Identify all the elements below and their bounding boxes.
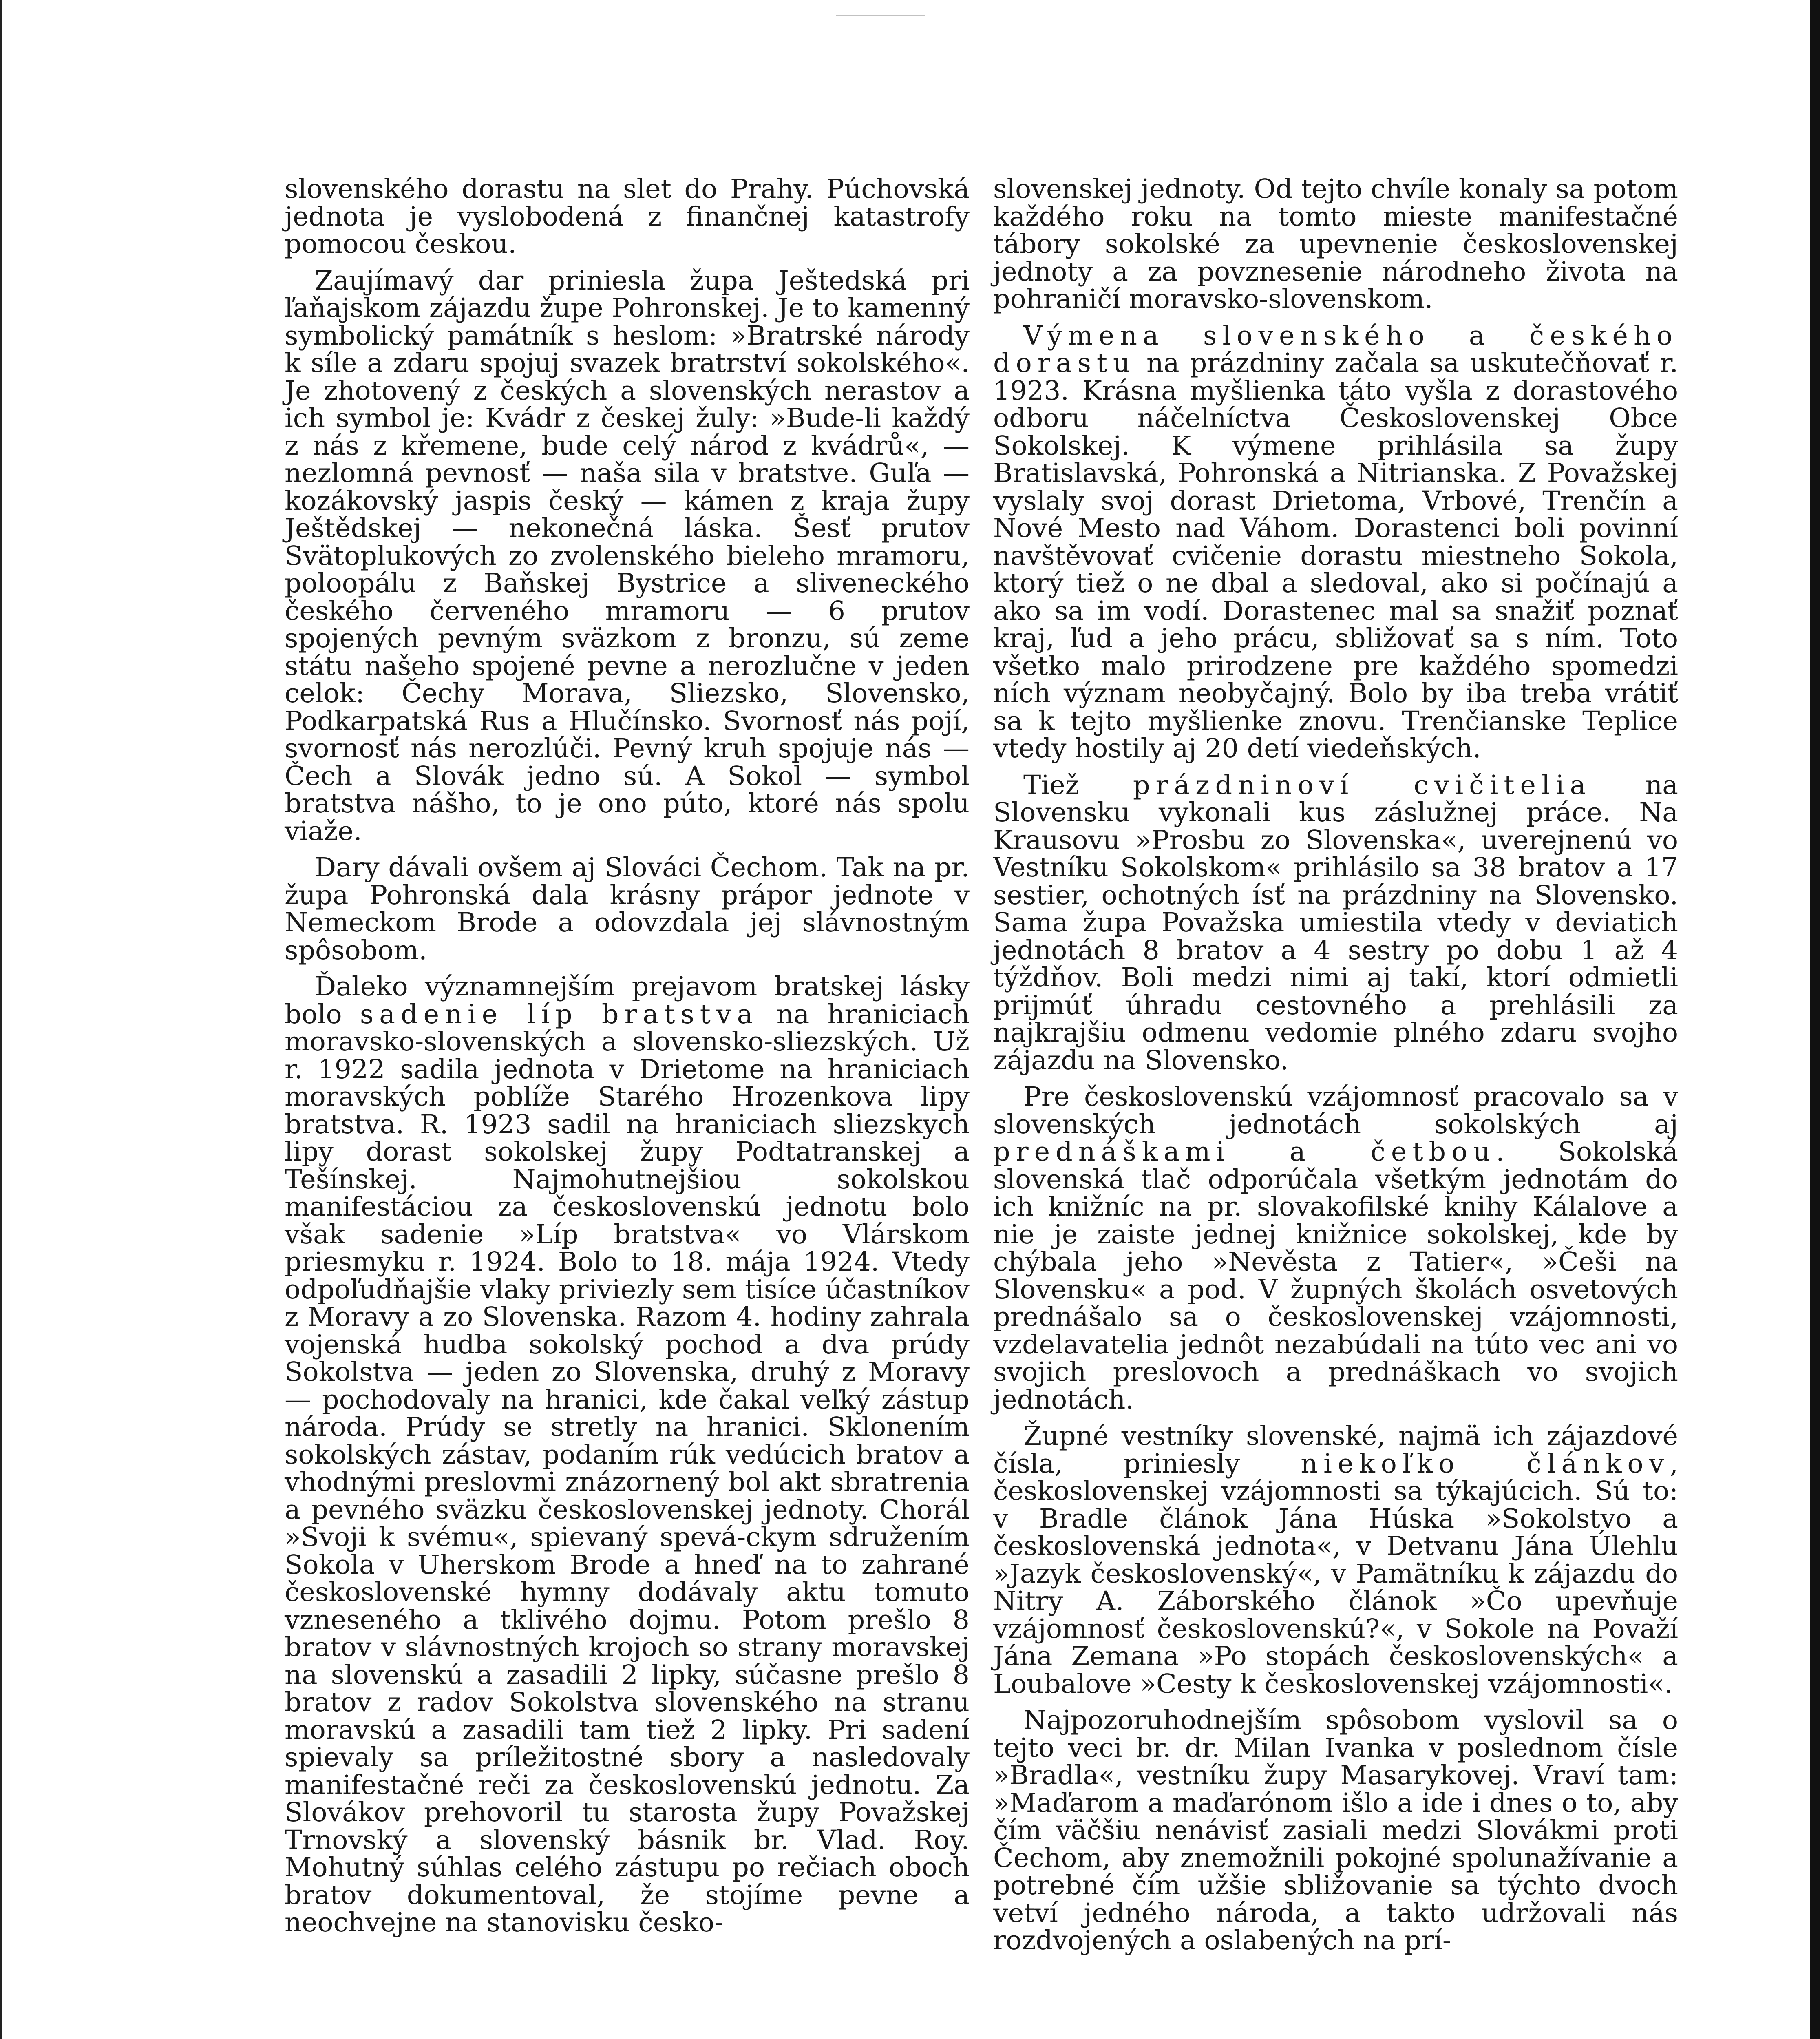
paragraph: [993, 1083, 1678, 1413]
paragraph-text: slovenskej jednoty. Od tejto chvíle konaly sa potom každého roku na tomto mieste manifestačné tábory sokolské za upevnenie československej jednoty a za povznesenie národneho života na pohraničí moravsko-slovenskom.: [993, 174, 1678, 314]
scan-edge-left: [0, 0, 2, 2039]
paragraph-text: Župné vestníky slovenské, najmä ich zájazdové čísla, priniesly: [993, 1421, 1678, 1479]
paragraph-text: Najpozoruhodnejším spôsobom vyslovil sa o tejto veci br. dr. Milan Ivanka v poslednom čísle »Bradla«, vestníku župy Masarykovej. Vraví tam: »Maďarom a maďarónom išlo a ide i dnes o to, aby čím väčšiu nenávisť zasiali medzi Slovákmi proti Čechom, aby znemožnili pokojné spolunažívanie a potrebné čím užšie sbližovanie sa týchto dvoch vetví jedného národa, a takto udržovali nás rozdvojených a oslabených na prí-: [993, 1705, 1678, 1956]
paragraph: [285, 854, 970, 964]
scan-artifact-mark: [836, 15, 925, 33]
text-column-right: [993, 175, 1678, 1964]
paragraph-text: na Slovensku vykonali kus záslužnej práce. Na Krausovu »Prosbu zo Slovenska«, uverejnenú vo Vestníku Sokolskom« prihlásilo sa 38 bratov a 17 sestier, ochotných ísť na prázdniny na Slovensko. Sama župa Považska umiestila vtedy v deviatich jednotách 8 bratov a 4 sestry po dobu 1 až 4 týždňov. Boli medzi nimi aj takí, ktorí odmietli prijmúť úhradu cestovného a prehlásili za najkrajšiu odmenu vedomie plného zdaru svojho zájazdu na Slovensko.: [993, 770, 1678, 1076]
paragraph: [993, 772, 1678, 1075]
paragraph-text: slovenského dorastu na slet do Prahy. Púchovská jednota je vyslobodená z finančnej katastrofy pomocou českou.: [285, 174, 970, 259]
paragraph: [993, 1422, 1678, 1698]
paragraph: [285, 175, 970, 258]
paragraph-text: na prázdniny začala sa uskutečňovať r. 1923. Krásna myšlienka táto vyšla z dorastového odboru náčelníctva Československej Obce Sokolskej. K výmene prihlásila sa župy Bratislavská, Pohronská a Nitrianska. Z Považskej vyslaly svoj dorast Drietoma, Vrbové, Trenčín a Nové Mesto nad Váhom. Dorastenci boli povinní navštěvovať cvičenie dorastu miestneho Sokola, ktorý tiež o ne dbal a sledoval, ako si počínajú a ako sa im vodí. Dorastenec mal sa snažiť poznať kraj, ľud a jeho prácu, sbližovať sa s ním. Toto všetko malo prirodzene pre každého spomedzi ních význam neobyčajný. Bolo by iba treba vrátiť sa k tejto myšlienke znovu. Trenčianske Teplice vtedy hostily aj 20 detí viedeňských.: [993, 348, 1678, 764]
spaced-emphasis: prázdninoví cvičitelia: [1133, 770, 1592, 801]
scan-edge-right: [1810, 0, 1820, 2039]
paragraph: [285, 973, 970, 1937]
paragraph-text: Pre československú vzájomnosť pracovalo sa v slovenských jednotách sokolských aj: [993, 1081, 1678, 1140]
paragraph: [993, 322, 1678, 763]
paragraph: [993, 175, 1678, 313]
paragraph-text: Tiež: [1023, 770, 1133, 801]
paragraph-text: Zaujímavý dar priniesla župa Ještedská pri ľaňajskom zájazdu župe Pohronskej. Je to kamenný symbolický památník s heslom: »Bratrské národy k síle a zdaru spojuj svazek bratrství sokolského«. Je zhotovený z českých a slovenských nerastov a ich symbol je: Kvádr z českej žuly: »Bude-li každý z nás z křemene, bude celý národ z kvádrů«, — nezlomná pevnosť — naša sila v bratstve. Guľa — kozákovský jaspis český — kámen z kraja župy Ještědskej — nekonečná láska. Šesť prutov Svätoplukových zo zvolenského bieleho mramoru, poloopálu z Baňskej Bystrice a sliveneckého českého červeného mramoru — 6 prutov spojených pevným sväzkom z bronzu, sú zeme státu našeho spojené pevne a nerozlučne v jeden celok: Čechy Morava, Sliezsko, Slovensko, Podkarpatská Rus a Hlučínsko. Svornosť nás pojí, svornosť nás nerozlúči. Pevný kruh spojuje nás — Čech a Slovák jedno sú. A Sokol — symbol bratstva nášho, to je ono púto, ktoré nás spolu viaže.: [285, 265, 970, 847]
spaced-emphasis: sadenie líp bratstva: [360, 999, 759, 1030]
paragraph: [285, 267, 970, 845]
paragraph-text: Ďaleko významnejším prejavom bratskej lásky bolo: [285, 971, 970, 1030]
paragraph-text: na hraniciach moravsko-slovenských a slovensko-sliezských. Už r. 1922 sadila jednota v Drietome na hraniciach moravských poblíže Starého Hrozenkova lipy bratstva. R. 1923 sadil na hraniciach sliezskych lipy dorast sokolskej župy Podtatranskej a Tešínskej. Najmohutnejšiou sokolskou manifestáciou za československú jednotu bolo však sadenie »Líp bratstva« vo Vlárskom priesmyku r. 1924. Bolo to 18. mája 1924. Vtedy odpoľudňajšie vlaky priviezly sem tisíce účastníkov z Moravy a zo Slovenska. Razom 4. hodiny zahrala vojenská hudba sokolský pochod a dva prúdy Sokolstva — jeden zo Slovenska, druhý z Moravy — pochodovaly na hranici, kde čakal veľký zástup národa. Prúdy se stretly na hranici. Sklonením sokolských zástav, podaním rúk vedúcich bratov a vhodnými preslovmi znázornený bol akt sbratrenia a pevného sväzku československej jednoty. Chorál »Svoji k svému«, spievaný spevá-ckym sdružením Sokola v Uherskom Brode a hneď na to zahrané československé hymny dodávaly aktu tomuto vzneseného a tklivého dojmu. Potom prešlo 8 bratov v slávnostných krojoch so strany moravskej na slovenskú a zasadili 2 lipky, súčasne prešlo 8 bratov z radov Sokolstva slovenského na stranu moravskú a zasadili tam tiež 2 lipky. Pri sadení spievaly sa príležitostné sbory a nasledovaly manifestačné reči za československú jednotu. Za Slovákov prehovoril tu starosta župy Považskej Trnovský a slovenský básnik br. Vlad. Roy. Mohutný súhlas celého zástupu po rečiach oboch bratov dokumentoval, že stojíme pevne a neochvejne na stanovisku česko-: [285, 999, 970, 1938]
paragraph-text: , československej vzájomnosti sa týkajúcich. Sú to: v Bradle článok Jána Húska »Sokolstvo a československá jednota«, v Detvanu Jána Úlehlu »Jazyk československý«, v Pamätníku k zájazdu do Nitry A. Záborského článok »Čo upevňuje vzájomnosť československú?«, v Sokole na Považí Jána Zemana »Po stopách československých« a Loubalove »Cesty k československej vzájomnosti«.: [993, 1448, 1678, 1699]
paragraph-text: Dary dávali ovšem aj Slováci Čechom. Tak na pr. župa Pohronská dala krásny prápor jednote v Nemeckom Brode a odovzdala jej slávnostným spôsobom.: [285, 852, 970, 966]
spaced-emphasis: Výmena slovenského a českého dorastu: [993, 320, 1678, 378]
paragraph-text: . Sokolská slovenská tlač odporúčala všetkým jednotám do ich knižníc na pr. slovakofilské knihy Kálalove a nie je zaiste jednej knižnice sokolskej, kde by chýbala jeho »Nevěsta z Tatier«, »Češi na Slovensku« a pod. V župných školách osvetových prednášalo sa o československej vzájomnosti, vzdelavatelia jednôt nezabúdali na túto vec ani vo svojich preslovoch a prednáškach vo svojich jednotách.: [993, 1137, 1678, 1415]
paragraph: [993, 1707, 1678, 1955]
spaced-emphasis: prednáškami a četbou: [993, 1137, 1496, 1167]
spaced-emphasis: niekoľko článkov: [1301, 1448, 1670, 1479]
text-column-left: [285, 175, 970, 1946]
